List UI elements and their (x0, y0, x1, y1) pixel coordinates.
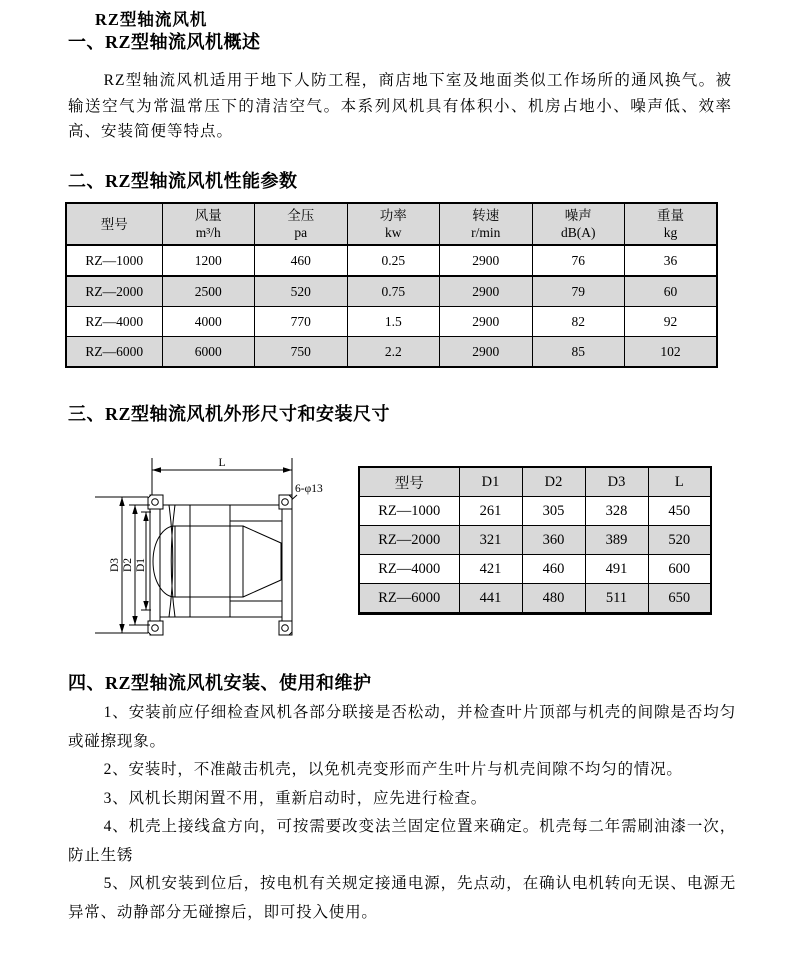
list-item: 5、风机安装到位后，按电机有关规定接通电源，先点动，在确认电机转向无误、电源无异常、动静部分无碰擦后，即可投入使用。 (68, 875, 736, 921)
table-cell: 2.2 (347, 337, 440, 368)
column-header: D1 (459, 467, 522, 497)
table-cell: 36 (625, 245, 718, 276)
table-cell: 389 (585, 526, 648, 555)
table-cell: 102 (625, 337, 718, 368)
table-cell: 328 (585, 497, 648, 526)
column-header: D2 (522, 467, 585, 497)
column-header: 噪声 dB(A) (532, 203, 625, 245)
table-cell: RZ—2000 (66, 276, 162, 307)
table-cell: 650 (648, 584, 711, 614)
column-header: 全压 pa (255, 203, 348, 245)
table-cell: 460 (522, 555, 585, 584)
table-cell: 441 (459, 584, 522, 614)
table-cell: 1.5 (347, 307, 440, 337)
performance-table-header-row (66, 203, 717, 245)
table-cell: 2900 (440, 276, 533, 307)
table-cell: 79 (532, 276, 625, 307)
table-cell: 520 (255, 276, 348, 307)
table-row (66, 337, 717, 368)
table-cell: 750 (255, 337, 348, 368)
table-cell: 82 (532, 307, 625, 337)
dimension-table (358, 466, 712, 615)
list-item: 4、机壳上接线盒方向，可按需要改变法兰固定位置来确定。机壳每二年需刷油漆一次，防止生锈 (68, 818, 736, 864)
fan-outline-drawing (85, 450, 355, 662)
table-cell: 511 (585, 584, 648, 614)
overview-paragraph: RZ型轴流风机适用于地下人防工程，商店地下室及地面类似工作场所的通风换气。被输送空气为常温常压下的清洁空气。本系列风机具有体积小、机房占地小、噪声低、效率高、安装简便等特点。 (68, 72, 732, 140)
arrowhead-icon (283, 467, 292, 473)
table-cell: 261 (459, 497, 522, 526)
arrowhead-icon (143, 601, 148, 610)
arrowhead-icon (132, 616, 137, 625)
arrowhead-icon (119, 624, 124, 633)
dimension-table-body (359, 497, 711, 614)
table-cell: 0.25 (347, 245, 440, 276)
table-cell: 76 (532, 245, 625, 276)
table-row (359, 584, 711, 614)
table-cell: RZ—6000 (66, 337, 162, 368)
arrowhead-icon (152, 467, 161, 473)
table-cell: 2500 (162, 276, 255, 307)
column-header: L (648, 467, 711, 497)
table-cell: 6000 (162, 337, 255, 368)
arrowhead-icon (119, 497, 124, 506)
table-cell: 450 (648, 497, 711, 526)
list-item: 2、安装时，不准敲击机壳，以免机壳变形而产生叶片与机壳间隙不均匀的情况。 (103, 761, 683, 778)
table-row (66, 276, 717, 307)
table-cell: 421 (459, 555, 522, 584)
table-cell: RZ—4000 (66, 307, 162, 337)
mounting-tab (148, 621, 163, 635)
table-cell: 0.75 (347, 276, 440, 307)
fan-casing (160, 505, 282, 617)
right-flange (282, 495, 292, 635)
table-row (66, 307, 717, 337)
table-cell: 480 (522, 584, 585, 614)
table-row (359, 526, 711, 555)
table-cell: RZ—1000 (66, 245, 162, 276)
table-cell: RZ—4000 (359, 555, 459, 584)
table-cell: 321 (459, 526, 522, 555)
table-cell: 2900 (440, 337, 533, 368)
arrowhead-icon (143, 512, 148, 521)
section-4-heading: 四、RZ型轴流风机安装、使用和维护 (68, 673, 372, 693)
table-cell: 520 (648, 526, 711, 555)
table-row (359, 497, 711, 526)
table-row (359, 555, 711, 584)
mounting-tab (279, 621, 292, 635)
column-header: 转速 r/min (440, 203, 533, 245)
mounting-tab (279, 495, 292, 509)
table-cell: RZ—1000 (359, 497, 459, 526)
list-item: 3、风机长期闲置不用，重新启动时，应先进行检查。 (103, 789, 488, 807)
table-cell: 770 (255, 307, 348, 337)
section-3-heading: 三、RZ型轴流风机外形尺寸和安装尺寸 (68, 404, 391, 424)
column-header: 重量 kg (625, 203, 718, 245)
list-item: 1、安装前应仔细检查风机各部分联接是否松动，并检查叶片顶部与机壳的间隙是否均匀或碰擦现象。 (68, 704, 736, 750)
performance-table (65, 202, 718, 368)
column-header: 功率 kw (347, 203, 440, 245)
column-header: 型号 (359, 467, 459, 497)
table-cell: 2900 (440, 245, 533, 276)
table-cell: 1200 (162, 245, 255, 276)
d2-dimension-label: D2 (122, 557, 134, 573)
dimension-table-header-row (359, 467, 711, 497)
mounting-tab (148, 495, 163, 509)
left-flange (150, 495, 160, 635)
table-cell: 491 (585, 555, 648, 584)
table-cell: 85 (532, 337, 625, 368)
table-cell: 4000 (162, 307, 255, 337)
performance-table-body (66, 245, 717, 367)
table-cell: 600 (648, 555, 711, 584)
arrowhead-icon (132, 505, 137, 514)
section-1-heading: 一、RZ型轴流风机概述 (68, 32, 261, 52)
column-header: 型号 (66, 203, 162, 245)
table-row (66, 245, 717, 276)
column-header: D3 (585, 467, 648, 497)
table-cell: 305 (522, 497, 585, 526)
table-cell: 2900 (440, 307, 533, 337)
holes-callout-label: 6-φ13 (295, 483, 323, 495)
table-cell: 60 (625, 276, 718, 307)
d1-dimension-label: D1 (135, 557, 147, 573)
table-cell: 92 (625, 307, 718, 337)
section-2-heading: 二、RZ型轴流风机性能参数 (68, 171, 298, 191)
d3-dimension-label: D3 (109, 557, 121, 573)
table-cell: 360 (522, 526, 585, 555)
length-dimension-label: L (218, 457, 226, 469)
document-title: RZ型轴流风机 (95, 10, 208, 29)
table-cell: 460 (255, 245, 348, 276)
table-cell: RZ—2000 (359, 526, 459, 555)
column-header: 风量 m³/h (162, 203, 255, 245)
installation-instructions (68, 699, 736, 927)
table-cell: RZ—6000 (359, 584, 459, 614)
